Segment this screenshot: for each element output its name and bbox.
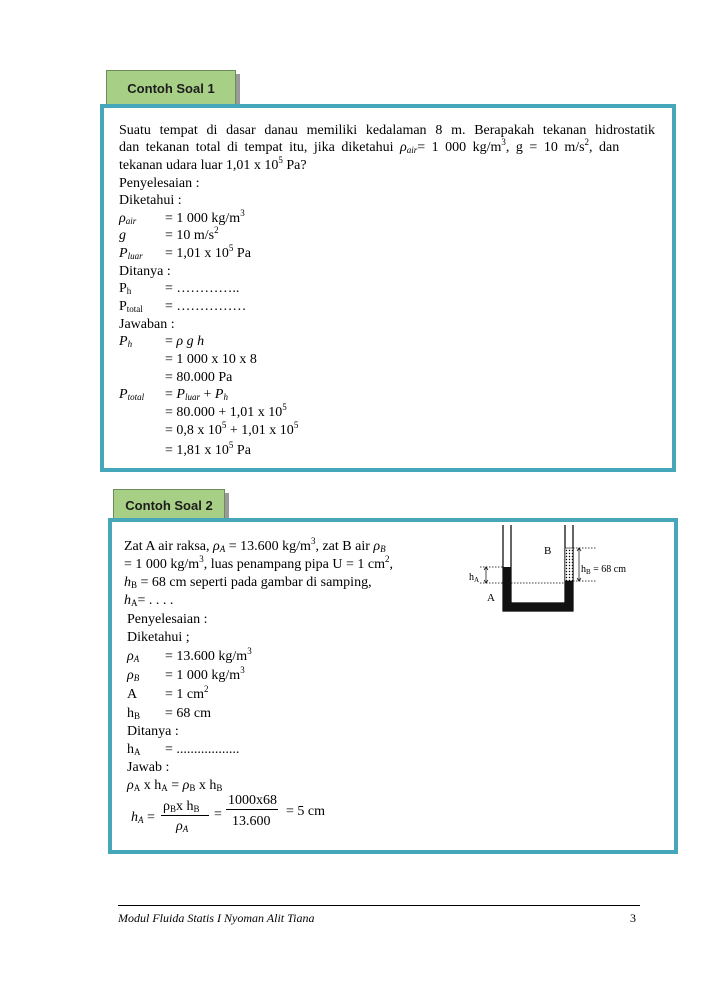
example2-known-hb-value: = 68 cm (165, 706, 211, 721)
example1-known-heading: Diketahui : (119, 193, 182, 208)
label-hb: $h_B = 68$ cm (581, 564, 627, 576)
example2-known-rhob-value: = 1 000 $kg/m^3$ (165, 665, 245, 683)
example1-answer-ptotal-formula: = $P_{luar} + P_h$ (165, 387, 228, 402)
example1-step4: = 0,8 x $10^5 + 1,01$ x $10^5$ (165, 420, 299, 438)
example2-asked-heading: Ditanya : (127, 724, 179, 739)
example2-question-line4: $h_A=$ . . . . (124, 593, 174, 608)
example2-fraction1-bar (161, 815, 209, 816)
example1-step1: = 1 000 x 10 x 8 (165, 352, 257, 367)
example2-question-line2: = 1 000 $kg/m^3$, luas penampang pipa U = 1 $cm^2$, (124, 554, 393, 572)
label-b: B (544, 545, 552, 557)
example1-answer-ph: $P_h$ (119, 334, 133, 349)
example1-question-line2: dan tekanan total di tempat itu, jika diketahui $\rho_{air}= 1$ 000 $kg/m^3$, g = 10 $m/s^2$, dan (119, 137, 620, 155)
example1-solution-heading: Penyelesaian : (119, 176, 200, 191)
example2-fraction1-denominator: $\rho_A$ (176, 819, 189, 834)
example2-known-area: A (127, 687, 138, 702)
example1-question-line1: Suatu tempat di dasar danau memiliki kedalaman 8 m. Berapakah tekanan hidrostatik (119, 123, 655, 138)
example2-question-line3: $h_B = 68$ cm seperti pada gambar di samping, (124, 575, 372, 590)
example1-known-rho: $\rho_{air}$ (119, 211, 137, 226)
example2-known-rhoa-value: = 13.600 $kg/m^3$ (165, 646, 252, 664)
example1-known-rho-value: = 1 000 $kg/m^3$ (165, 208, 245, 226)
example1-asked-ptotal: $P_{total}$ (119, 299, 143, 314)
example2-known-area-value: = 1 $cm^2$ (165, 684, 209, 702)
example2-result: = 5 cm (286, 804, 325, 819)
footer-rule (118, 905, 640, 906)
example1-answer-ph-formula: = ρ g h (165, 334, 205, 349)
example2-question-line1: Zat A air raksa, $\rho_A = 13.600$ $kg/m^3$, zat B air $\rho_B$ (124, 536, 386, 554)
example1-asked-ptotal-value: = …………… (165, 299, 247, 314)
example2-answer-equation: $\rho_A$ x $h_A = \rho_B$ x $h_B$ (127, 778, 223, 793)
example2-fraction-lhs: $h_A$ = (131, 810, 155, 825)
footer-text: Modul Fluida Statis I Nyoman Alit Tiana (118, 911, 315, 925)
example1-known-pluar: $P_{luar}$ (119, 246, 143, 261)
example2-asked-ha: $h_A$ (127, 742, 141, 757)
label-ha: $h_A$ (469, 572, 480, 584)
page-number: 3 (630, 911, 636, 925)
example2-fraction2-numerator: 1000x68 (228, 793, 277, 808)
u-tube-inner (511, 525, 565, 603)
example2-fraction-equals: = (214, 807, 222, 822)
example1-tag (106, 70, 236, 106)
example1-known-pluar-value: = 1,01 x $10^5$ Pa (165, 243, 251, 261)
example2-fraction1-numerator: $\rho_Bx$ $h_B$ (163, 799, 200, 814)
u-tube-diagram (466, 525, 666, 625)
example2-solution-heading: Penyelesaian : (127, 612, 208, 627)
water-fill (565, 548, 573, 581)
u-tube-outline (503, 525, 573, 611)
mercury-fill (503, 567, 573, 611)
example1-known-g: g (119, 228, 126, 243)
example2-asked-ha-value: = .................. (165, 742, 240, 757)
example1-step5: = 1,81 x $10^5$ Pa (165, 440, 251, 458)
label-a: A (487, 592, 495, 604)
example1-answer-ptotal: $P_{total}$ (119, 387, 145, 402)
example2-known-hb: $h_B$ (127, 706, 141, 721)
example1-asked-heading: Ditanya : (119, 264, 171, 279)
example2-fraction2-bar (226, 809, 278, 810)
example2-known-rhoa: $\rho_A$ (127, 649, 140, 664)
example1-tag-label: Contoh Soal 1 (127, 80, 215, 96)
example2-answer-heading: Jawab : (127, 760, 170, 775)
example1-question-line3: tekanan udara luar 1,01 x $10^5$ Pa? (119, 155, 307, 173)
example1-known-g-value: = 10 $m/s^2$ (165, 225, 219, 243)
example1-answer-heading: Jawaban : (119, 317, 175, 332)
example2-tag (113, 489, 225, 521)
example1-step2: = 80.000 Pa (165, 370, 233, 385)
example2-tag-label: Contoh Soal 2 (125, 497, 213, 513)
example1-asked-ph: $P_h$ (119, 281, 132, 296)
example1-step3: = 80.000 + 1,01 x $10^5$ (165, 402, 287, 420)
example2-fraction2-denominator: 13.600 (232, 814, 271, 829)
example2-known-rhob: $\rho_B$ (127, 668, 140, 683)
example1-asked-ph-value: = ………….. (165, 281, 240, 296)
example2-known-heading: Diketahui ; (127, 630, 190, 645)
